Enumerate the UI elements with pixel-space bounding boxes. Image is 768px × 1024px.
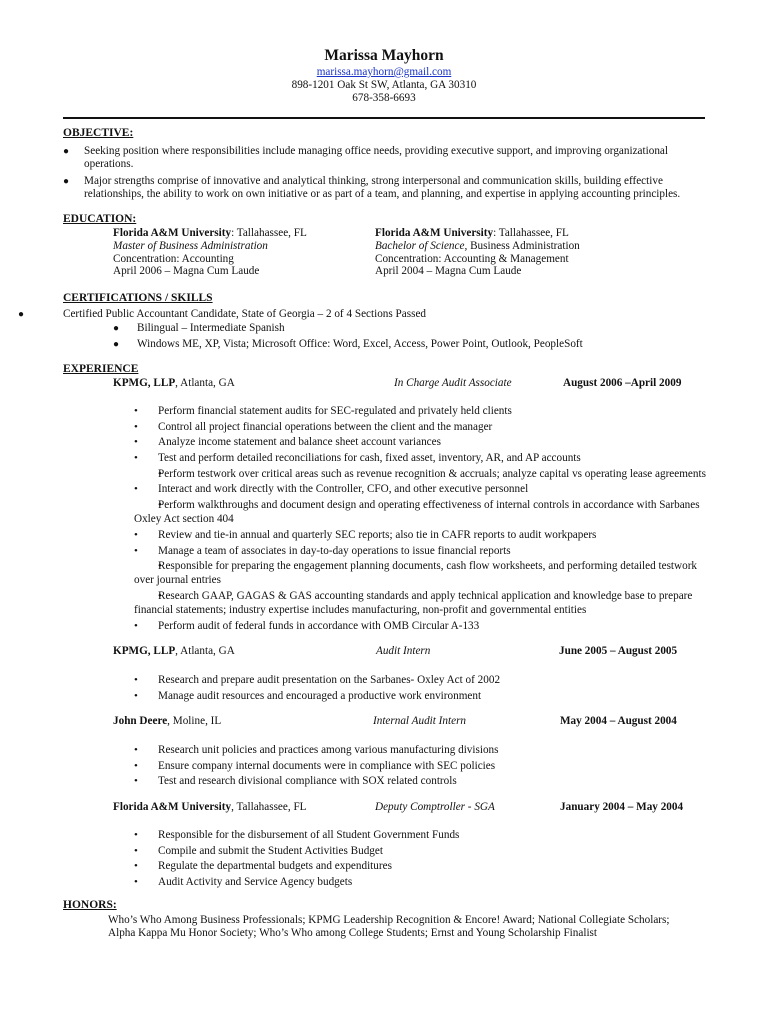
job-dates: January 2004 – May 2004 (560, 801, 684, 813)
job-company: KPMG, LLP, Atlanta, GA (113, 377, 235, 389)
job-title: In Charge Audit Associate (394, 377, 512, 389)
education-heading: EDUCATION: (63, 213, 137, 225)
job-bullet: • Ensure company internal documents were in compliance with SEC policies (134, 759, 709, 773)
experience-heading: EXPERIENCE (63, 363, 139, 375)
bullet-icon: ● (18, 309, 25, 320)
job-bullet: • Analyze income statement and balance sheet account variances (134, 435, 709, 449)
job-bullet: • Research and prepare audit presentation on the Sarbanes- Oxley Act of 2002 (134, 673, 709, 687)
education-school: Florida A&M University: Tallahassee, FL (375, 227, 569, 239)
education-school: Florida A&M University: Tallahassee, FL (113, 227, 307, 239)
job-dates: June 2005 – August 2005 (559, 645, 678, 657)
address: 898-1201 Oak St SW, Atlanta, GA 30310 (291, 79, 477, 91)
job-title: Audit Intern (376, 645, 431, 657)
job-bullet: • Perform audit of federal funds in accordance with OMB Circular A-133 (134, 619, 709, 633)
job-dates: August 2006 –April 2009 (563, 377, 682, 389)
education-concentration: Concentration: Accounting (113, 253, 234, 265)
honors-heading: HONORS: (63, 899, 117, 911)
job-bullets (134, 828, 709, 891)
skill-item: Windows ME, XP, Vista; Microsoft Office: Word, Excel, Access, Power Point, Outlook, PeopleSoft (137, 338, 583, 350)
job-bullet: • Perform walkthroughs and document design and operating effectiveness of internal controls in accordance with Sarbanes Oxley Act section 404 (134, 498, 709, 526)
job-bullet: • Test and perform detailed reconciliations for cash, fixed asset, inventory, AR, and AP accounts (134, 451, 709, 465)
job-bullet: • Research GAAP, GAGAS & GAS accounting standards and apply technical application and knowledge base to prepare financial statements; industry expertise includes manufacturing, non-profit and governmental entities (134, 589, 709, 617)
job-bullet: • Review and tie-in annual and quarterly SEC reports; also tie in CAFR reports to audit workpapers (134, 528, 709, 542)
job-bullets (134, 404, 709, 634)
job-bullets (134, 673, 709, 704)
education-degree: Bachelor of Science, Business Administration (375, 240, 580, 252)
job-company: KPMG, LLP, Atlanta, GA (113, 645, 235, 657)
bullet-icon: ● (63, 176, 70, 187)
job-bullet: • Perform testwork over critical areas such as revenue recognition & accruals; analyze capital vs operating lease agreements (134, 467, 709, 481)
education-degree: Master of Business Administration (113, 240, 268, 252)
job-bullet: • Research unit policies and practices among various manufacturing divisions (134, 743, 709, 757)
job-bullet: • Regulate the departmental budgets and expenditures (134, 859, 709, 873)
job-title: Deputy Comptroller - SGA (375, 801, 495, 813)
job-company: John Deere, Moline, IL (113, 715, 222, 727)
objective-item: Major strengths comprise of innovative and analytical thinking, strong interpersonal and communication skills, building effective relationships, the ability to work on own initiative or as part of a team, and planning, and expertise in applying accounting principles. (84, 175, 681, 200)
job-bullet: • Manage a team of associates in day-to-day operations to issue financial reports (134, 544, 709, 558)
job-company: Florida A&M University, Tallahassee, FL (113, 801, 307, 813)
job-title: Internal Audit Intern (373, 715, 467, 727)
certifications-heading: CERTIFICATIONS / SKILLS (63, 292, 213, 304)
bullet-icon: ● (63, 146, 70, 157)
job-bullet: • Manage audit resources and encouraged a productive work environment (134, 689, 709, 703)
job-dates: May 2004 – August 2004 (560, 715, 677, 727)
job-bullets (134, 743, 709, 790)
phone: 678-358-6693 (352, 92, 416, 104)
header-divider (63, 117, 705, 119)
honors-line: Alpha Kappa Mu Honor Society; Who’s Who among College Students; Ernst and Young Scholarship Finalist (108, 927, 598, 939)
job-bullet: • Interact and work directly with the Controller, CFO, and other executive personnel (134, 482, 709, 496)
education-date: April 2004 – Magna Cum Laude (375, 265, 522, 277)
bullet-icon: ● (113, 323, 120, 334)
objective-item: Seeking position where responsibilities include managing office needs, providing executive support, and improving organizational operations. (84, 145, 669, 170)
job-bullet: • Control all project financial operations between the client and the manager (134, 420, 709, 434)
job-bullet: • Responsible for preparing the engagement planning documents, cash flow worksheets, and performing detailed testwork over journal entries (134, 559, 709, 587)
honors-line: Who’s Who Among Business Professionals; KPMG Leadership Recognition & Encore! Award; National Collegiate Scholars; (108, 914, 670, 926)
job-bullet: • Perform financial statement audits for SEC-regulated and privately held clients (134, 404, 709, 418)
education-date: April 2006 – Magna Cum Laude (113, 265, 260, 277)
skill-item: Bilingual – Intermediate Spanish (137, 322, 285, 334)
job-bullet: • Compile and submit the Student Activities Budget (134, 844, 709, 858)
job-bullet: • Test and research divisional compliance with SOX related controls (134, 774, 709, 788)
objective-heading: OBJECTIVE: (63, 127, 134, 139)
email-link[interactable]: marissa.mayhorn@gmail.com (316, 66, 452, 78)
certification-item: Certified Public Accountant Candidate, State of Georgia – 2 of 4 Sections Passed (63, 308, 427, 320)
candidate-name: Marissa Mayhorn (324, 47, 444, 64)
job-bullet: • Responsible for the disbursement of all Student Government Funds (134, 828, 709, 842)
job-bullet: • Audit Activity and Service Agency budgets (134, 875, 709, 889)
email-line (0, 66, 768, 78)
bullet-icon: ● (113, 339, 120, 350)
education-concentration: Concentration: Accounting & Management (375, 253, 569, 265)
